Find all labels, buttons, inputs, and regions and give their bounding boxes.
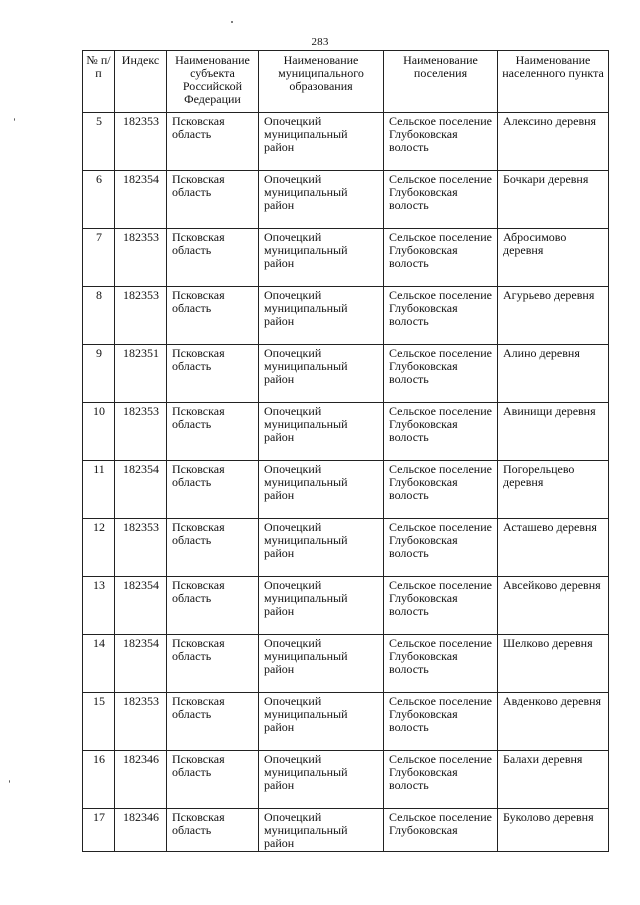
cell-index: 182354: [115, 461, 167, 519]
table-row: [83, 229, 609, 287]
cell-settlement: Сельское поселение Глубоковская волость: [384, 635, 498, 693]
cell-subject: Псковская область: [167, 345, 259, 403]
cell-municipality: Опочецкий муниципальный район: [259, 577, 384, 635]
table-row: [83, 287, 609, 345]
cell-locality: Погорельцево деревня: [498, 461, 609, 519]
cell-settlement: Сельское поселение Глубоковская волость: [384, 577, 498, 635]
cell-locality: Шелково деревня: [498, 635, 609, 693]
cell-index: 182353: [115, 403, 167, 461]
cell-row-number: 13: [83, 577, 115, 635]
cell-settlement: Сельское поселение Глубоковская волость: [384, 693, 498, 751]
cell-municipality: Опочецкий муниципальный район: [259, 809, 384, 852]
page-number: 283: [311, 36, 329, 48]
table-row: [83, 461, 609, 519]
cell-subject: Псковская область: [167, 751, 259, 809]
cell-row-number: 17: [83, 809, 115, 852]
cell-locality: Алексино деревня: [498, 113, 609, 171]
cell-index: 182354: [115, 635, 167, 693]
table-row: [83, 113, 609, 171]
cell-subject: Псковская область: [167, 809, 259, 852]
cell-locality: Агурьево деревня: [498, 287, 609, 345]
cell-subject: Псковская область: [167, 461, 259, 519]
cell-row-number: 7: [83, 229, 115, 287]
cell-subject: Псковская область: [167, 171, 259, 229]
table-row: [83, 345, 609, 403]
table-row: [83, 403, 609, 461]
header-settlement: Наименование поселения: [384, 51, 498, 113]
cell-settlement: Сельское поселение Глубоковская волость: [384, 345, 498, 403]
cell-row-number: 10: [83, 403, 115, 461]
table-row: [83, 693, 609, 751]
table-header-row: [83, 51, 609, 113]
cell-locality: Алино деревня: [498, 345, 609, 403]
cell-locality: Авденково деревня: [498, 693, 609, 751]
cell-settlement: Сельское поселение Глубоковская волость: [384, 113, 498, 171]
cell-settlement: Сельское поселение Глубоковская волость: [384, 403, 498, 461]
cell-municipality: Опочецкий муниципальный район: [259, 403, 384, 461]
scan-speck: [9, 780, 10, 783]
cell-row-number: 12: [83, 519, 115, 577]
cell-settlement: Сельское поселение Глубоковская волость: [384, 287, 498, 345]
cell-index: 182353: [115, 519, 167, 577]
cell-municipality: Опочецкий муниципальный район: [259, 693, 384, 751]
cell-index: 182353: [115, 287, 167, 345]
table-row: [83, 519, 609, 577]
cell-row-number: 9: [83, 345, 115, 403]
cell-row-number: 16: [83, 751, 115, 809]
table-row: [83, 635, 609, 693]
table-row: [83, 577, 609, 635]
table-body: [83, 113, 609, 852]
cell-locality: Буколово деревня: [498, 809, 609, 852]
cell-row-number: 11: [83, 461, 115, 519]
cell-settlement: Сельское поселение Глубоковская: [384, 809, 498, 852]
header-locality: Наименование населенного пункта: [498, 51, 609, 113]
cell-municipality: Опочецкий муниципальный район: [259, 751, 384, 809]
cell-locality: Балахи деревня: [498, 751, 609, 809]
header-row-number: № п/п: [83, 51, 115, 113]
cell-row-number: 5: [83, 113, 115, 171]
header-subject: Наименование субъекта Российской Федерации: [167, 51, 259, 113]
table-row: [83, 809, 609, 852]
cell-locality: Авсейково деревня: [498, 577, 609, 635]
cell-subject: Псковская область: [167, 229, 259, 287]
cell-settlement: Сельское поселение Глубоковская волость: [384, 461, 498, 519]
cell-index: 182354: [115, 577, 167, 635]
cell-settlement: Сельское поселение Глубоковская волость: [384, 171, 498, 229]
cell-row-number: 6: [83, 171, 115, 229]
header-index: Индекс: [115, 51, 167, 113]
cell-row-number: 14: [83, 635, 115, 693]
cell-subject: Псковская область: [167, 403, 259, 461]
cell-index: 182353: [115, 113, 167, 171]
cell-subject: Псковская область: [167, 693, 259, 751]
cell-index: 182354: [115, 171, 167, 229]
cell-subject: Псковская область: [167, 577, 259, 635]
cell-subject: Псковская область: [167, 113, 259, 171]
cell-locality: Асташево деревня: [498, 519, 609, 577]
cell-municipality: Опочецкий муниципальный район: [259, 519, 384, 577]
cell-index: 182346: [115, 809, 167, 852]
cell-municipality: Опочецкий муниципальный район: [259, 171, 384, 229]
cell-row-number: 8: [83, 287, 115, 345]
cell-subject: Псковская область: [167, 287, 259, 345]
table-row: [83, 171, 609, 229]
cell-index: 182353: [115, 693, 167, 751]
cell-municipality: Опочецкий муниципальный район: [259, 229, 384, 287]
cell-municipality: Опочецкий муниципальный район: [259, 635, 384, 693]
cell-municipality: Опочецкий муниципальный район: [259, 113, 384, 171]
cell-locality: Абросимово деревня: [498, 229, 609, 287]
cell-index: 182353: [115, 229, 167, 287]
cell-subject: Псковская область: [167, 635, 259, 693]
cell-municipality: Опочецкий муниципальный район: [259, 461, 384, 519]
cell-settlement: Сельское поселение Глубоковская волость: [384, 751, 498, 809]
header-municipality: Наименование муниципального образования: [259, 51, 384, 113]
scan-speck: [14, 118, 15, 121]
cell-subject: Псковская область: [167, 519, 259, 577]
cell-index: 182346: [115, 751, 167, 809]
cell-locality: Бочкари деревня: [498, 171, 609, 229]
scan-speck: [231, 21, 233, 23]
cell-index: 182351: [115, 345, 167, 403]
cell-municipality: Опочецкий муниципальный район: [259, 345, 384, 403]
cell-municipality: Опочецкий муниципальный район: [259, 287, 384, 345]
table-row: [83, 751, 609, 809]
cell-locality: Авинищи деревня: [498, 403, 609, 461]
localities-table: [82, 50, 609, 852]
cell-row-number: 15: [83, 693, 115, 751]
cell-settlement: Сельское поселение Глубоковская волость: [384, 229, 498, 287]
cell-settlement: Сельское поселение Глубоковская волость: [384, 519, 498, 577]
